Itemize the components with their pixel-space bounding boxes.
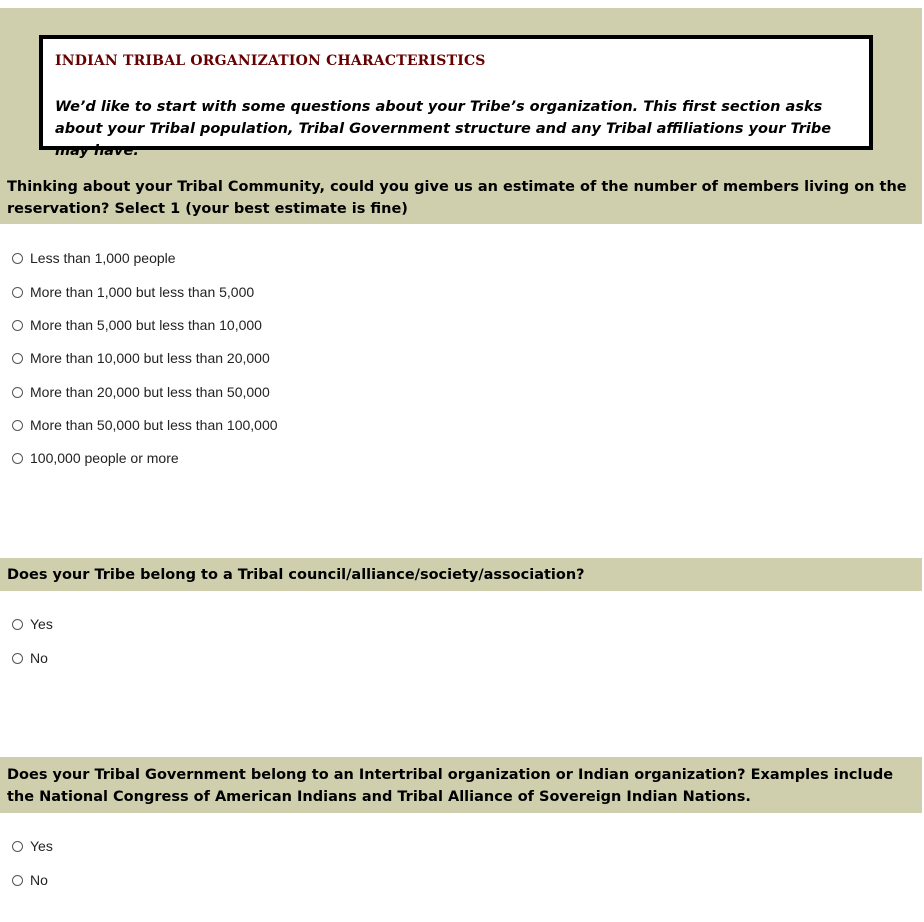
question-1-text: Thinking about your Tribal Community, could you give us an estimate of the number of members living on the reservation? Select 1 (your best estimate is fine) <box>7 179 907 217</box>
radio-button[interactable] <box>12 619 23 630</box>
option-label: Less than 1,000 people <box>30 250 176 266</box>
radio-button[interactable] <box>12 875 23 886</box>
radio-button[interactable] <box>12 453 23 464</box>
question-2-text: Does your Tribe belong to a Tribal council/alliance/society/association? <box>7 567 585 583</box>
radio-button[interactable] <box>12 287 23 298</box>
radio-button[interactable] <box>12 320 23 331</box>
q3-option-no[interactable] <box>12 871 48 889</box>
q2-option-yes[interactable] <box>12 615 53 633</box>
option-label: Yes <box>30 838 53 854</box>
q1-option-5[interactable] <box>12 383 270 401</box>
q1-option-3[interactable] <box>12 316 262 334</box>
q3-option-yes[interactable] <box>12 837 53 855</box>
radio-button[interactable] <box>12 653 23 664</box>
radio-button[interactable] <box>12 353 23 364</box>
radio-button[interactable] <box>12 841 23 852</box>
q1-option-7[interactable] <box>12 449 179 467</box>
option-label: More than 20,000 but less than 50,000 <box>30 384 270 400</box>
q1-option-2[interactable] <box>12 283 254 301</box>
q2-option-no[interactable] <box>12 649 48 667</box>
intro-box <box>39 35 873 159</box>
radio-button[interactable] <box>12 387 23 398</box>
option-label: No <box>30 650 48 666</box>
option-label: More than 50,000 but less than 100,000 <box>30 417 278 433</box>
option-label: More than 10,000 but less than 20,000 <box>30 350 270 366</box>
question-3-text: Does your Tribal Government belong to an Intertribal organization or Indian organization? Examples include the National Congress of American Indians and Tribal Alliance of Sovereign Indian Nations. <box>7 767 894 805</box>
option-label: 100,000 people or more <box>30 450 179 466</box>
radio-button[interactable] <box>12 420 23 431</box>
option-label: No <box>30 872 48 888</box>
q1-option-1[interactable] <box>12 249 176 267</box>
option-label: More than 1,000 but less than 5,000 <box>30 284 255 300</box>
section-title: INDIAN TRIBAL ORGANIZATION CHARACTERISTICS <box>55 53 486 69</box>
q1-option-4[interactable] <box>12 349 270 367</box>
option-label: Yes <box>30 616 53 632</box>
q1-option-6[interactable] <box>12 416 278 434</box>
radio-button[interactable] <box>12 253 23 264</box>
section-intro: We’d like to start with some questions about your Tribe’s organization. This first section asks about your Tribal population, Tribal Government structure and any Tribal affiliations your Tribe may have. <box>55 99 832 159</box>
option-label: More than 5,000 but less than 10,000 <box>30 317 262 333</box>
